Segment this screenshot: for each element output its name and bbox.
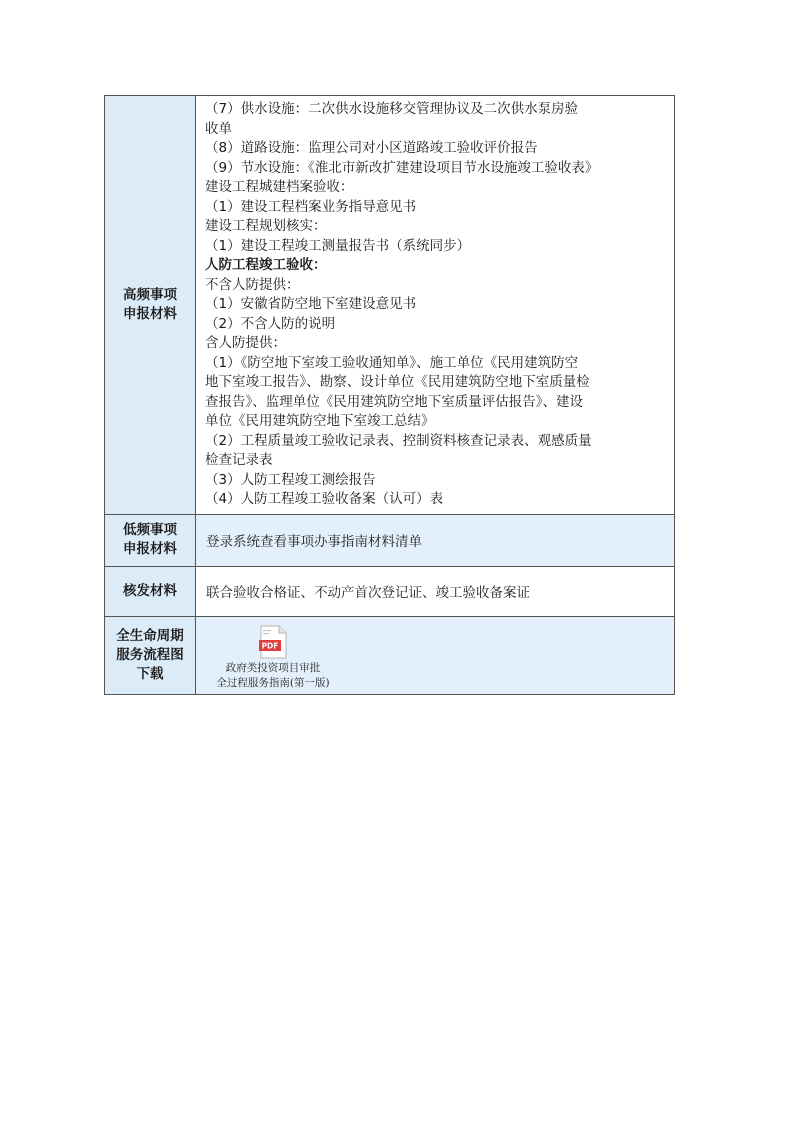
material-line: 检查记录表 <box>205 452 273 468</box>
material-line: （1）《防空地下室竣工验收通知单》、施工单位《民用建筑防空 <box>205 354 579 371</box>
material-line: 含人防提供： <box>205 335 286 351</box>
download-cell <box>196 616 675 694</box>
pdf-download-link[interactable] <box>208 619 338 691</box>
row-high-frequency-materials <box>105 96 675 515</box>
material-line: 地下室竣工报告》、勘察、设计单位《民用建筑防空地下室质量检 <box>205 374 590 390</box>
material-line: （1）安徽省防空地下室建设意见书 <box>205 296 417 312</box>
material-line: （1）建设工程竣工测量报告书（系统同步） <box>205 237 471 254</box>
pdf-file-name[interactable]: 政府类投资项目审批 全过程服务指南(第一版) <box>216 662 330 689</box>
material-line: （2）工程质量竣工验收记录表、控制资料核查记录表、观感质量 <box>205 432 592 449</box>
label-low-frequency-materials: 低频事项 申报材料 <box>105 514 196 566</box>
row-service-flow-download <box>105 616 675 694</box>
label-service-flow-download: 全生命周期 服务流程图 下载 <box>105 616 196 694</box>
high-frequency-materials-list <box>196 96 675 515</box>
material-line: （3）人防工程竣工测绘报告 <box>205 471 376 488</box>
material-line: 人防工程竣工验收： <box>205 257 327 273</box>
material-line: （8）道路设施：监理公司对小区道路竣工验收评价报告 <box>205 140 538 156</box>
row-issued-materials <box>105 566 675 616</box>
row-low-frequency-materials <box>105 514 675 566</box>
material-line: （2）不含人防的说明 <box>205 315 336 332</box>
svg-text:PDF: PDF <box>261 641 279 651</box>
material-line: （7）供水设施：二次供水设施移交管理协议及二次供水泵房验 <box>205 101 579 117</box>
material-line: （1）建设工程档案业务指导意见书 <box>205 198 417 215</box>
material-line: （4）人防工程竣工验收备案（认可）表 <box>205 491 444 507</box>
label-high-frequency-materials: 高频事项 申报材料 <box>105 96 196 515</box>
issued-materials-value: 联合验收合格证、不动产首次登记证、竣工验收备案证 <box>196 566 675 616</box>
label-issued-materials: 核发材料 <box>105 566 196 616</box>
materials-table <box>104 95 675 695</box>
material-line: 收单 <box>205 120 232 137</box>
material-line: 建设工程城建档案验收： <box>205 179 354 195</box>
low-frequency-materials-value: 登录系统查看事项办事指南材料清单 <box>196 514 675 566</box>
material-line: 查报告》、监理单位《民用建筑防空地下室质量评估报告》、建设 <box>205 393 583 410</box>
material-line: 单位《民用建筑防空地下室竣工总结》 <box>205 413 435 429</box>
material-line: 建设工程规划核实： <box>205 218 327 234</box>
pdf-file-icon[interactable] <box>259 625 287 659</box>
material-line: 不含人防提供： <box>205 276 300 293</box>
material-line: （9）节水设施：《淮北市新改扩建建设项目节水设施竣工验收表》 <box>205 159 599 176</box>
